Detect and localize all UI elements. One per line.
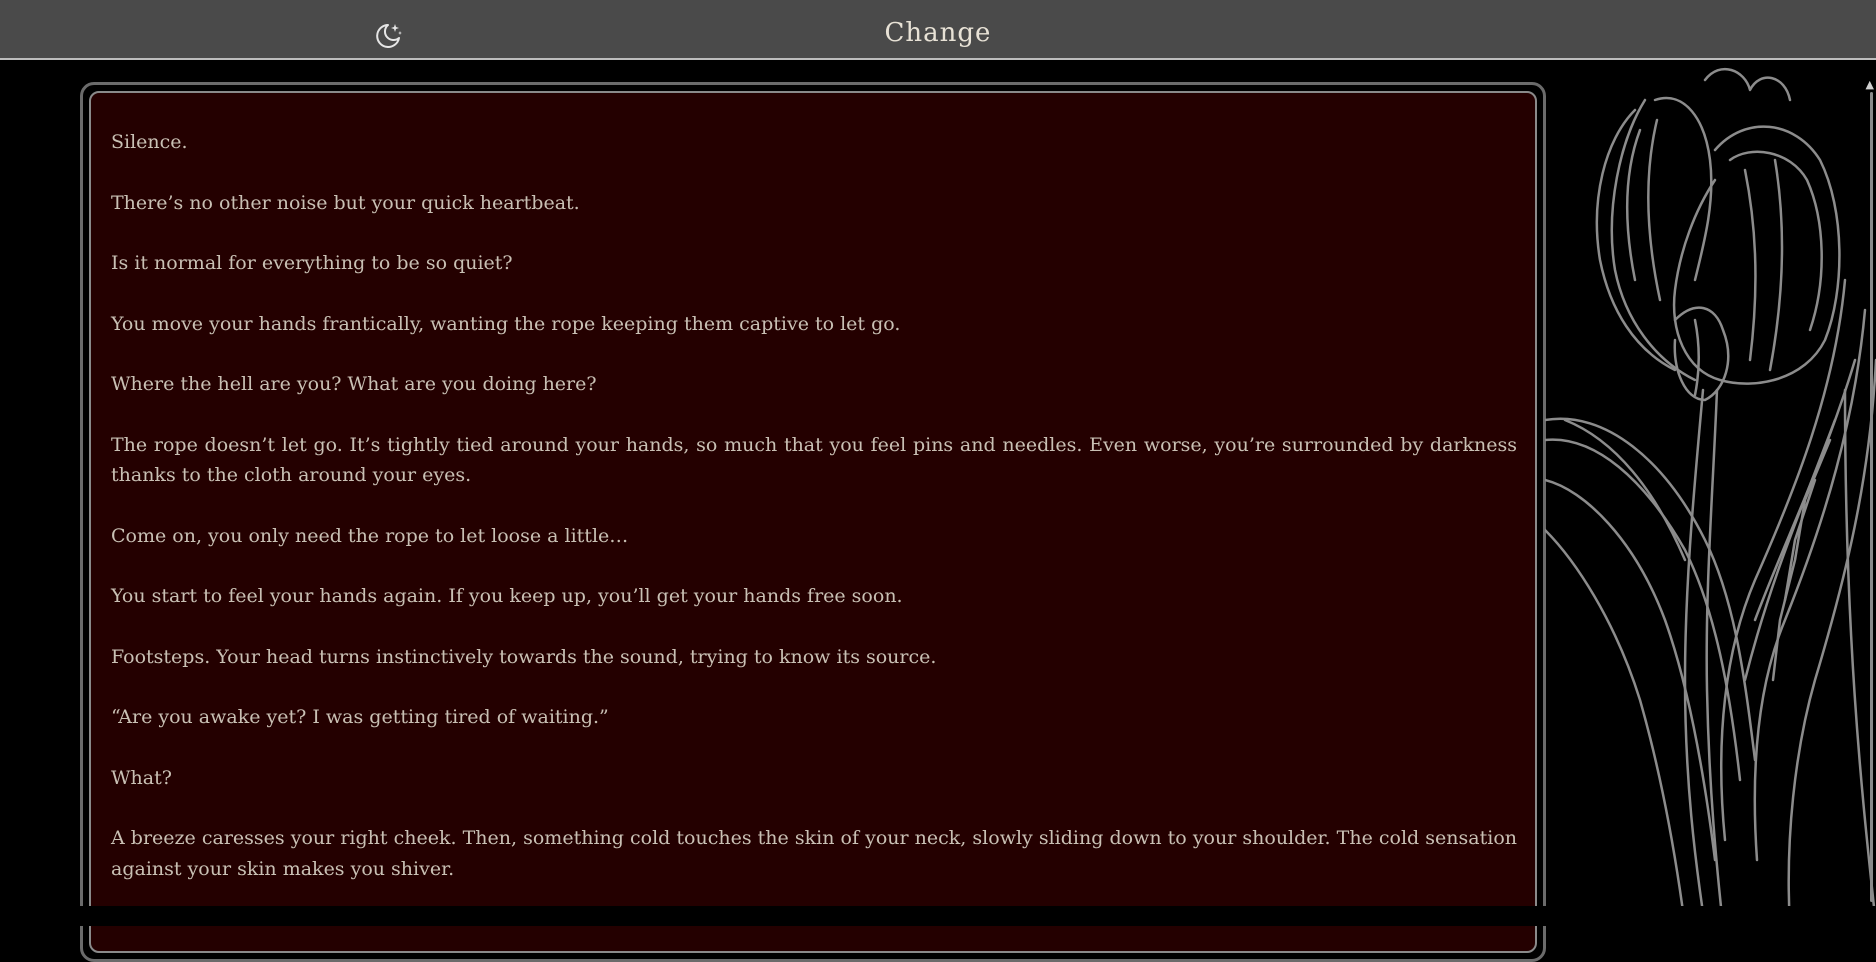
story-paragraph: There’s no other noise but your quick heartbeat. — [111, 191, 580, 214]
story-frame — [80, 82, 1546, 962]
story-paragraph: Come on, you only need the rope to let loose a little… — [111, 524, 629, 547]
scrollbar-thumb[interactable] — [1870, 92, 1873, 902]
story-paragraph: Silence. — [111, 131, 188, 153]
story-paragraph: A breeze caresses your right cheek. Then, something cold touches the skin of your neck, slowly sliding down to your shoulder. The cold sensation against your skin makes you shiver. — [111, 827, 1517, 880]
scrollbar[interactable] — [1862, 60, 1876, 926]
story-paragraph: What? — [111, 766, 172, 789]
story-paragraph: You move your hands frantically, wanting the rope keeping them captive to let go. — [111, 312, 901, 335]
story-text-panel — [89, 91, 1537, 953]
story-paragraph: Where the hell are you? What are you doing here? — [111, 373, 597, 395]
story-paragraph: The rope doesn’t let go. It’s tightly tied around your hands, so much that you feel pins and needles. Even worse, you’re surrounded by darkness thanks to the cloth around your eyes. — [111, 433, 1517, 486]
story-paragraph: “Are you awake yet? I was getting tired of waiting.” — [111, 706, 609, 728]
top-bar — [0, 0, 1876, 60]
story-paragraph: You start to feel your hands again. If you keep up, you’ll get your hands free soon. — [111, 585, 903, 607]
scroll-up-arrow-icon[interactable]: ▲ — [1865, 78, 1874, 91]
tulip-illustration — [1545, 60, 1876, 926]
page-title: Change — [884, 18, 992, 48]
story-paragraph: Is it normal for everything to be so quiet? — [111, 252, 513, 274]
bottom-strip — [0, 906, 1876, 926]
story-paragraph: Footsteps. Your head turns instinctively towards the sound, trying to know its source. — [111, 645, 937, 668]
